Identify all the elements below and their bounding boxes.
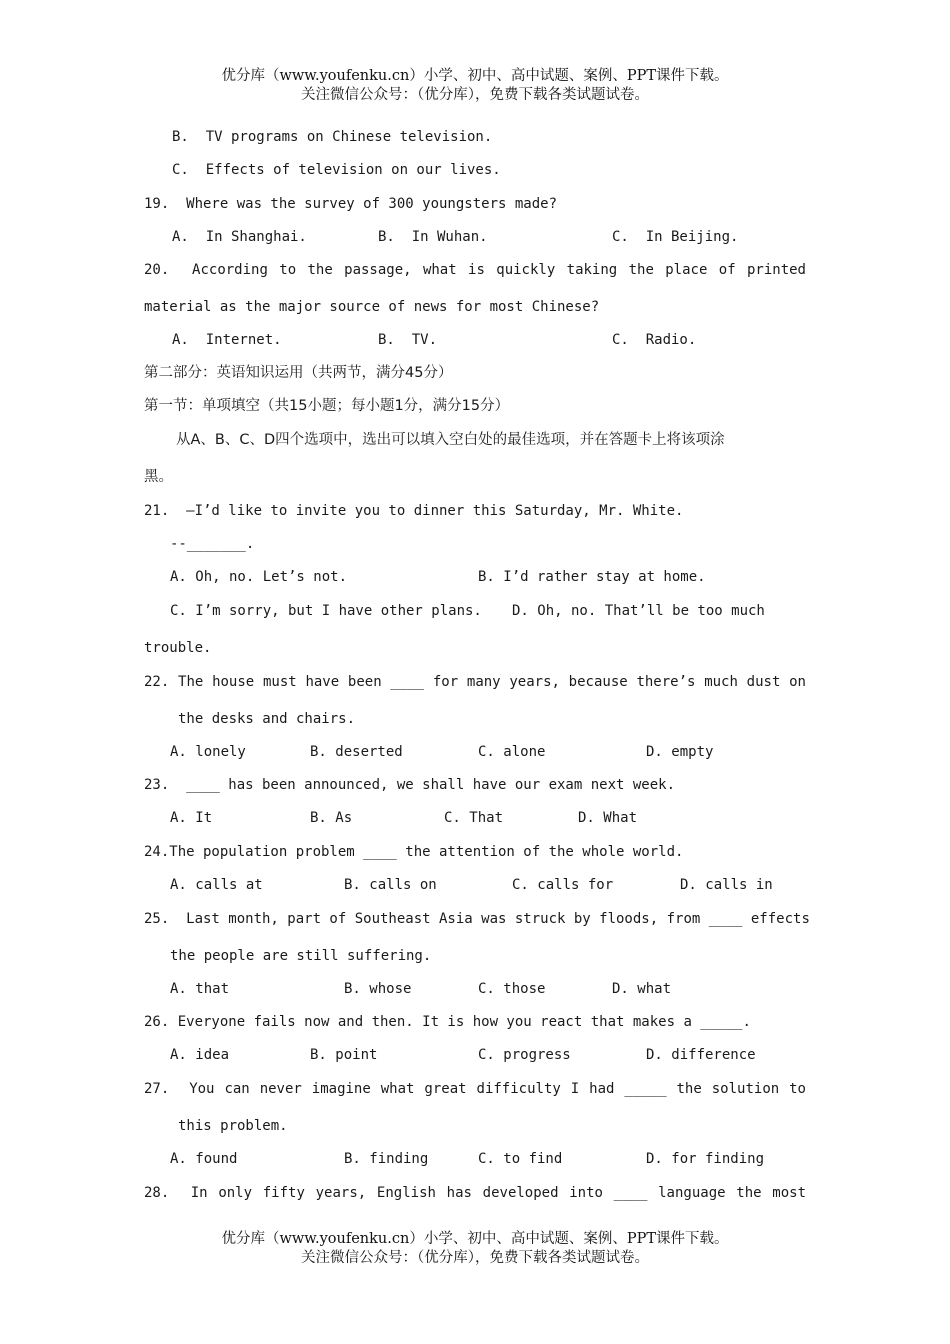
part2-section1-title: 第一节：单项填空（共15小题；每小题1分，满分15分） [144,398,510,414]
q24-option-b: B. calls on [344,877,437,893]
q24-option-c: C. calls for [512,877,614,893]
q19-option-b: B. In Wuhan. [378,229,488,245]
q27-option-b: B. finding [344,1151,429,1167]
q23-option-a: A. It [170,810,213,826]
q21-option-b: B. I’d rather stay at home. [478,569,706,585]
part2-instruction-line1: 从A、B、C、D四个选项中，选出可以填入空白处的最佳选项，并在答题卡上将该项涂 [176,432,725,448]
q22-option-c: C. alone [478,744,546,760]
q25-option-d: D. what [612,981,672,997]
q19-stem: 19. Where was the survey of 300 youngsters made? [144,196,558,212]
q18-option-b: B. TV programs on Chinese television. [172,129,493,145]
q20-option-c: C. Radio. [612,332,697,348]
q24-stem: 24.The population problem ____ the attention of the whole world. [144,844,684,860]
page-footer-line1: 优分库（www.youfenku.cn）小学、初中、高中试题、案例、PPT课件下载。 [221,1231,729,1247]
q21-option-a: A. Oh, no. Let’s not. [170,569,348,585]
q21-stem: 21. –I’d like to invite you to dinner this Saturday, Mr. White. [144,503,684,519]
q27-stem-line2: this problem. [178,1118,288,1134]
q22-stem-line2: the desks and chairs. [178,711,356,727]
q23-option-c: C. That [444,810,504,826]
q26-option-a: A. idea [170,1047,230,1063]
page-header-line2: 关注微信公众号：（优分库），免费下载各类试题试卷。 [301,87,649,103]
q27-stem-line1: 27. You can never imagine what great difficulty I had _____ the solution to [144,1081,806,1097]
q27-option-d: D. for finding [646,1151,765,1167]
q23-stem: 23. ____ has been announced, we shall have our exam next week. [144,777,676,793]
q22-stem-line1: 22. The house must have been ____ for many years, because there’s much dust on [144,674,806,690]
q20-option-b: B. TV. [378,332,438,348]
q18-option-c: C. Effects of television on our lives. [172,162,501,178]
q20-option-a: A. Internet. [172,332,282,348]
q27-option-c: C. to find [478,1151,563,1167]
q19-option-a: A. In Shanghai. [172,229,307,245]
q24-option-d: D. calls in [680,877,773,893]
q24-option-a: A. calls at [170,877,263,893]
q20-stem-line1: 20. According to the passage, what is quickly taking the place of printed [144,262,806,278]
q20-stem-line2: material as the major source of news for most Chinese? [144,299,600,315]
q28-stem-line1: 28. In only fifty years, English has developed into ____ language the most [144,1185,806,1201]
q22-option-d: D. empty [646,744,714,760]
q21-option-d: D. Oh, no. That’ll be too much [512,603,765,619]
q23-option-b: B. As [310,810,353,826]
q22-option-a: A. lonely [170,744,246,760]
q21-option-c: C. I’m sorry, but I have other plans. [170,603,482,619]
q25-stem-line1: 25. Last month, part of Southeast Asia was struck by floods, from ____ effects [144,911,810,927]
q27-option-a: A. found [170,1151,238,1167]
q19-option-c: C. In Beijing. [612,229,739,245]
q26-option-d: D. difference [646,1047,756,1063]
q26-stem: 26. Everyone fails now and then. It is how you react that makes a _____. [144,1014,751,1030]
q25-stem-line2: the people are still suffering. [170,948,432,964]
q21-reply-blank: --_______. [170,536,255,552]
q25-option-a: A. that [170,981,230,997]
part2-instruction-line2: 黑。 [144,469,173,485]
q25-option-b: B. whose [344,981,412,997]
q25-option-c: C. those [478,981,546,997]
q23-option-d: D. What [578,810,638,826]
q26-option-b: B. point [310,1047,378,1063]
page-header-line1: 优分库（www.youfenku.cn）小学、初中、高中试题、案例、PPT课件下载。 [221,68,729,84]
q26-option-c: C. progress [478,1047,571,1063]
page-footer-line2: 关注微信公众号：（优分库），免费下载各类试题试卷。 [301,1250,649,1266]
q21-option-d-continued: trouble. [144,640,212,656]
part2-title: 第二部分：英语知识运用（共两节，满分45分） [144,365,453,381]
q22-option-b: B. deserted [310,744,403,760]
